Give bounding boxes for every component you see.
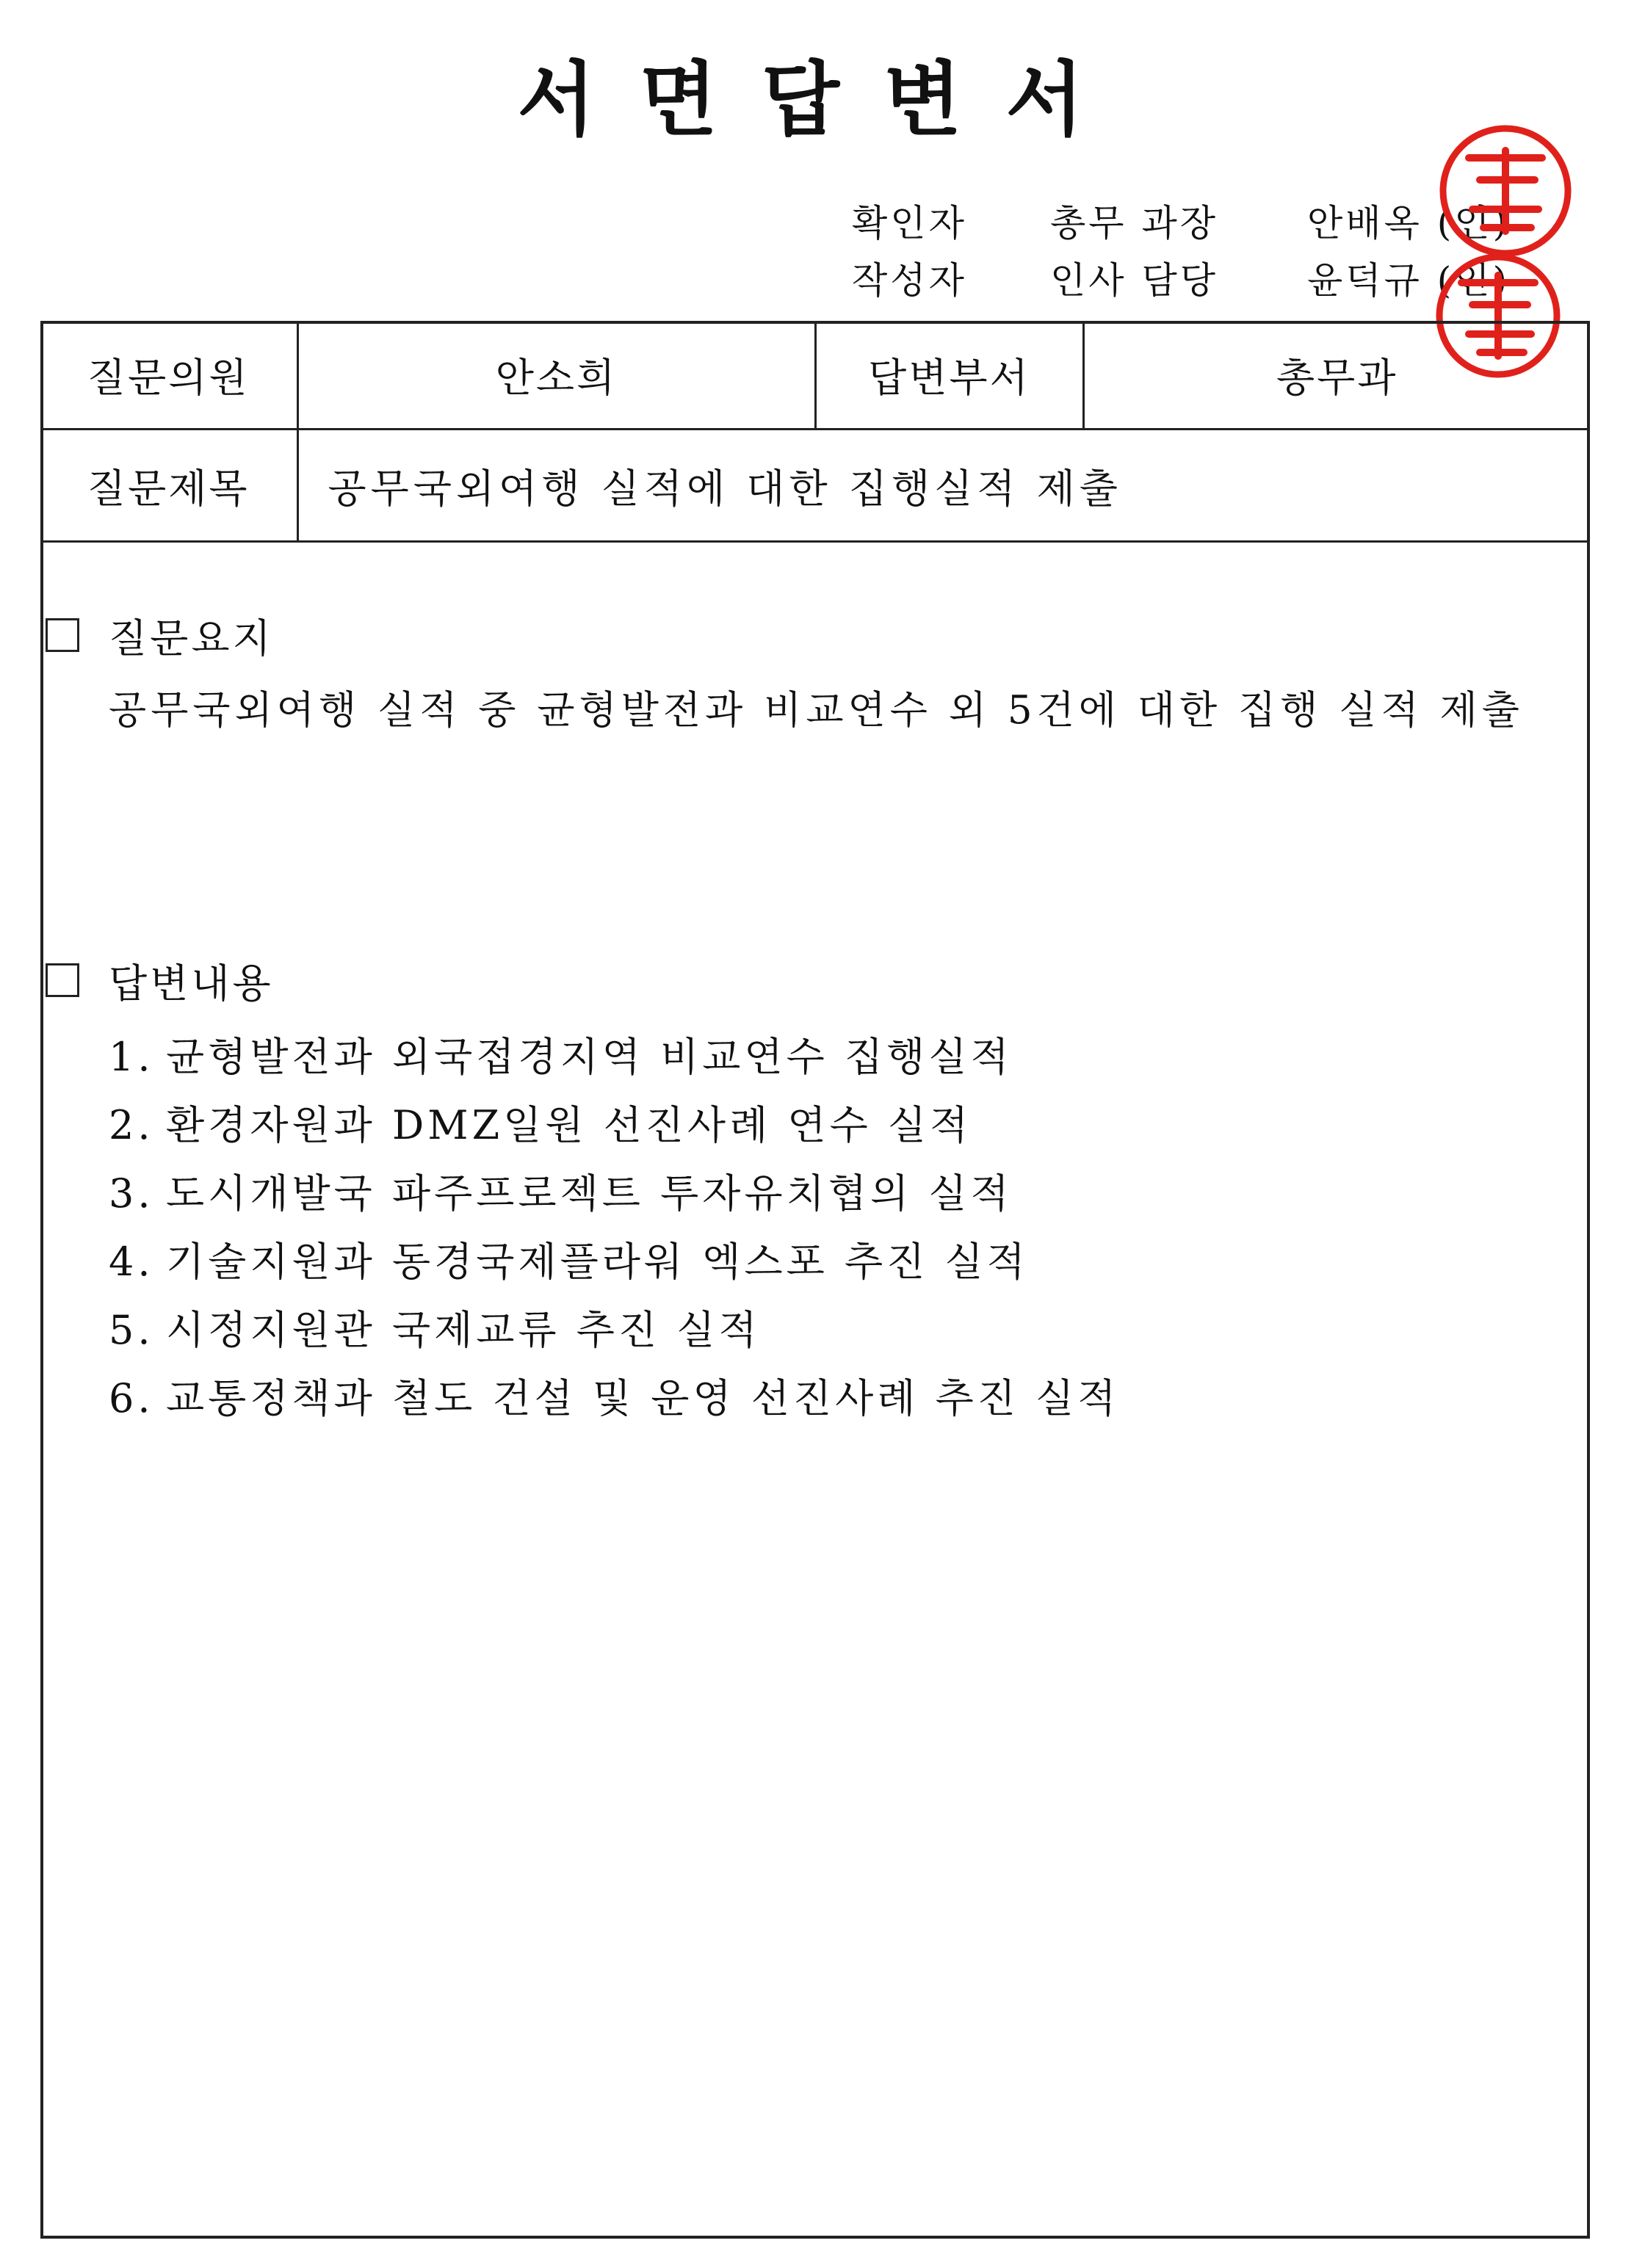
answer-label: 답변내용 [109,960,274,1007]
department-label: 답변부서 [815,321,1083,430]
summary-section [46,606,1524,735]
answer-item-text: 기술지원과 동경국제플라워 엑스포 추진 실적 [166,1239,1029,1285]
approval-position: 총무 과장 [1050,202,1219,244]
answer-item-number: 3. [109,1170,154,1217]
approval-role: 작성자 [852,259,967,302]
approval-name: 안배옥 (인) [1307,202,1511,244]
questioner-label: 질문의원 [40,321,297,430]
info-table [40,321,1590,543]
checkbox-icon [46,963,79,997]
summary-text: 공무국외여행 실적 중 균형발전과 비교연수 외 5건에 대한 집행 실적 제출 [109,688,1524,733]
answer-item [109,1364,1119,1432]
checkbox-icon [46,618,79,652]
answer-item [109,1296,1119,1364]
answer-item-number: 6. [109,1375,154,1421]
questioner-value: 안소희 [297,321,815,430]
summary-label: 질문요지 [109,615,274,662]
document-title: 서면답변서 [517,52,1128,147]
answer-item-number: 5. [109,1307,154,1353]
answer-item [109,1091,1119,1159]
approval-name: 윤덕규 (인) [1307,259,1511,302]
approval-position: 인사 담당 [1050,259,1219,302]
answer-item-number: 2. [109,1102,154,1148]
answer-section [46,951,1119,1472]
answer-item-number: 1. [109,1034,154,1080]
answer-item [109,1159,1119,1228]
department-value: 총무과 [1083,321,1590,430]
answer-list [109,1023,1119,1432]
approval-role: 확인자 [852,202,967,244]
answer-item [109,1023,1119,1091]
answer-item-text: 교통정책과 철도 건설 및 운영 선진사례 추진 실적 [166,1375,1120,1421]
answer-item-text: 시정지원관 국제교류 추진 실적 [166,1307,761,1353]
answer-item [109,1228,1119,1296]
answer-item-number: 4. [109,1239,154,1285]
answer-item-text: 환경자원과 DMZ일원 선진사례 연수 실적 [166,1102,972,1148]
answer-item-text: 도시개발국 파주프로젝트 투자유치협의 실적 [166,1170,1013,1217]
subject-label: 질문제목 [40,430,297,542]
subject-value: 공무국외여행 실적에 대한 집행실적 제출 [297,430,1590,542]
answer-item-text: 균형발전과 외국접경지역 비교연수 집행실적 [166,1034,1013,1080]
